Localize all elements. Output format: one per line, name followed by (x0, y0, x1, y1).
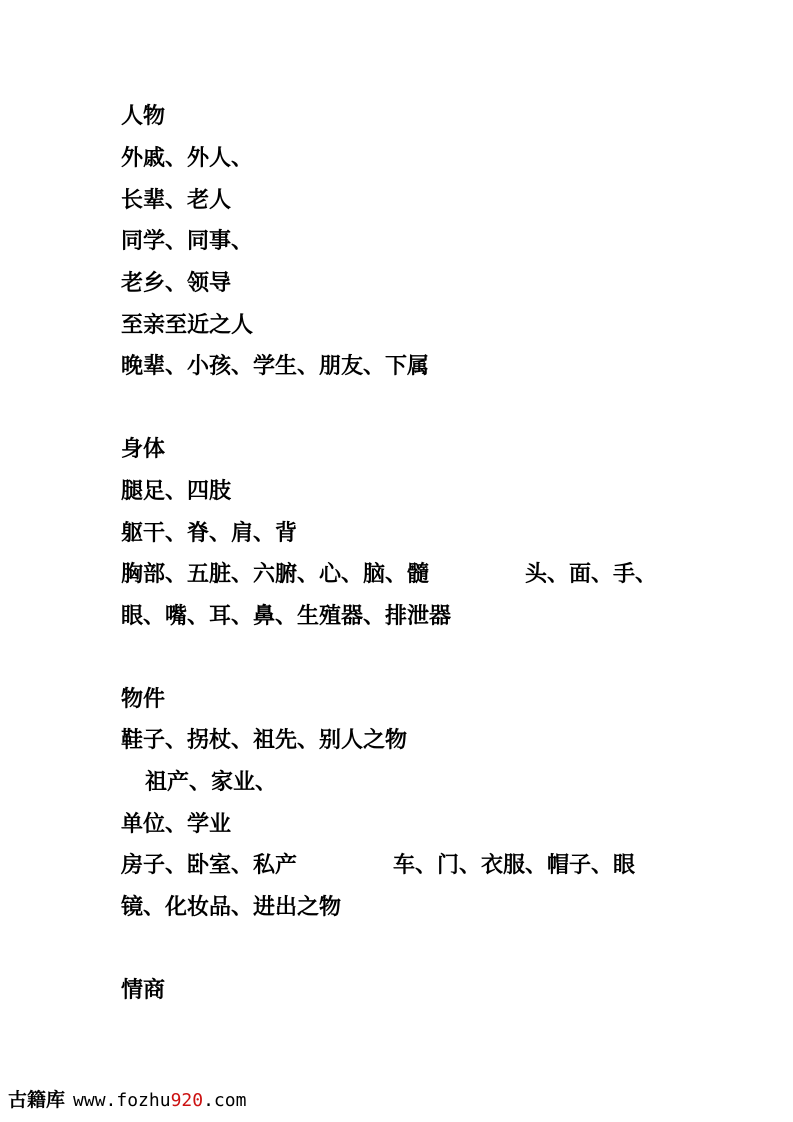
objects-line: 镜、化妆品、进出之物 (121, 895, 342, 920)
objects-line: 鞋子、拐杖、祖先、别人之物 (121, 728, 408, 753)
section-heading-objects: 物件 (121, 687, 166, 712)
body-line: 眼、嘴、耳、鼻、生殖器、排泄器 (121, 604, 452, 629)
objects-line-indented: 祖产、家业、 (145, 770, 278, 795)
section-heading-emotion: 情商 (121, 978, 166, 1003)
people-line: 晚辈、小孩、学生、朋友、下属 (121, 354, 430, 379)
footer-brand: 古籍库 (8, 1089, 66, 1111)
section-heading-people: 人物 (121, 104, 166, 129)
people-line: 老乡、领导 (121, 271, 232, 296)
body-organs-left: 胸部、五脏、六腑、心、脑、髓 (121, 562, 430, 587)
body-line: 躯干、脊、肩、背 (121, 521, 298, 546)
footer-site-link[interactable] (73, 1090, 246, 1111)
body-line: 腿足、四肢 (121, 479, 232, 504)
people-line: 至亲至近之人 (121, 313, 254, 338)
objects-split-line (121, 853, 635, 879)
people-line: 外戚、外人、 (121, 146, 254, 171)
objects-line4-left: 房子、卧室、私产 (121, 853, 298, 878)
objects-line: 单位、学业 (121, 812, 232, 837)
section-heading-body: 身体 (121, 437, 166, 462)
footer-watermark (8, 1088, 246, 1113)
people-line: 同学、同事、 (121, 229, 254, 254)
site-prefix: www.fozhu (73, 1090, 171, 1111)
body-organs-line (121, 562, 657, 588)
site-suffix: .com (203, 1090, 247, 1111)
people-line: 长辈、老人 (121, 188, 232, 213)
objects-line4-right: 车、门、衣服、帽子、眼 (393, 853, 636, 878)
body-organs-right: 头、面、手、 (525, 562, 658, 587)
site-accent: 920 (170, 1090, 204, 1111)
